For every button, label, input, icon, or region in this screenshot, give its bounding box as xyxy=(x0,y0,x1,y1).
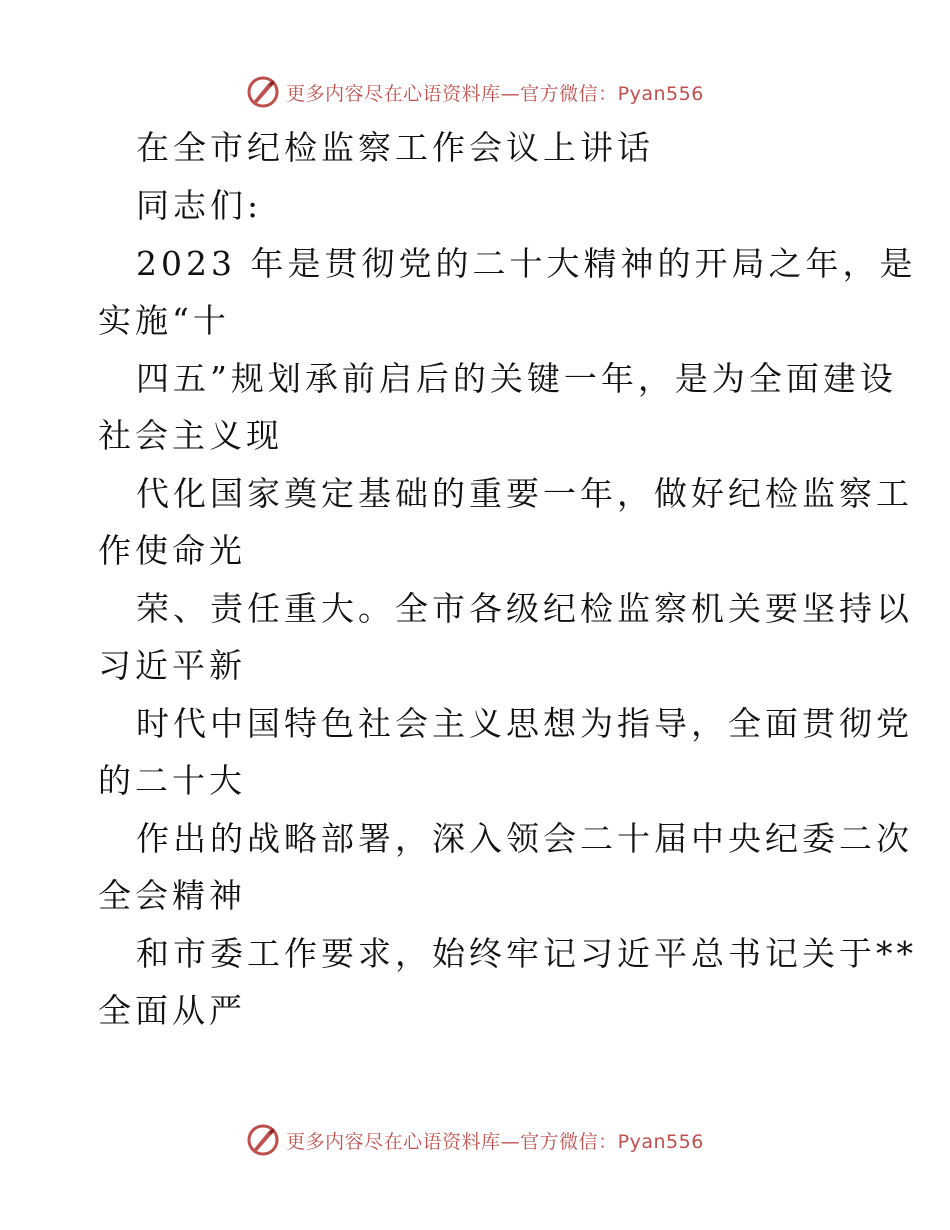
paragraph-line: 的二十大 xyxy=(98,761,246,800)
paragraph-line: 全会精神 xyxy=(98,876,246,915)
watermark-text: 更多内容尽在心语资料库—官方微信：Pyan556 xyxy=(286,82,704,105)
header-watermark xyxy=(0,72,950,112)
paragraph-line: 时代中国特色社会主义思想为指导，全面贯彻党 xyxy=(136,704,913,743)
footer-watermark xyxy=(0,1120,950,1160)
paragraph-line: 荣、责任重大。全市各级纪检监察机关要坚持以 xyxy=(136,589,913,628)
salutation: 同志们: xyxy=(136,186,263,225)
pen-logo-icon xyxy=(246,1123,280,1157)
paragraph-line: 四五”规划承前启后的关键一年，是为全面建设 xyxy=(136,359,897,398)
paragraph-line: 全面从严 xyxy=(98,991,246,1030)
paragraph-line: 和市委工作要求，始终牢记习近平总书记关于** xyxy=(136,934,917,973)
pen-logo-icon xyxy=(246,75,280,109)
paragraph-line: 2023 年是贯彻党的二十大精神的开局之年，是 xyxy=(136,244,917,283)
paragraph-line: 习近平新 xyxy=(98,646,246,685)
paragraph-line: 实施“十 xyxy=(98,301,230,340)
document-title: 在全市纪检监察工作会议上讲话 xyxy=(136,128,654,167)
paragraph-line: 作使命光 xyxy=(98,531,246,570)
paragraph-line: 社会主义现 xyxy=(98,416,283,455)
paragraph-line: 代化国家奠定基础的重要一年，做好纪检监察工 xyxy=(136,474,913,513)
paragraph-line: 作出的战略部署，深入领会二十届中央纪委二次 xyxy=(136,819,913,858)
watermark-text: 更多内容尽在心语资料库—官方微信：Pyan556 xyxy=(286,1130,704,1153)
